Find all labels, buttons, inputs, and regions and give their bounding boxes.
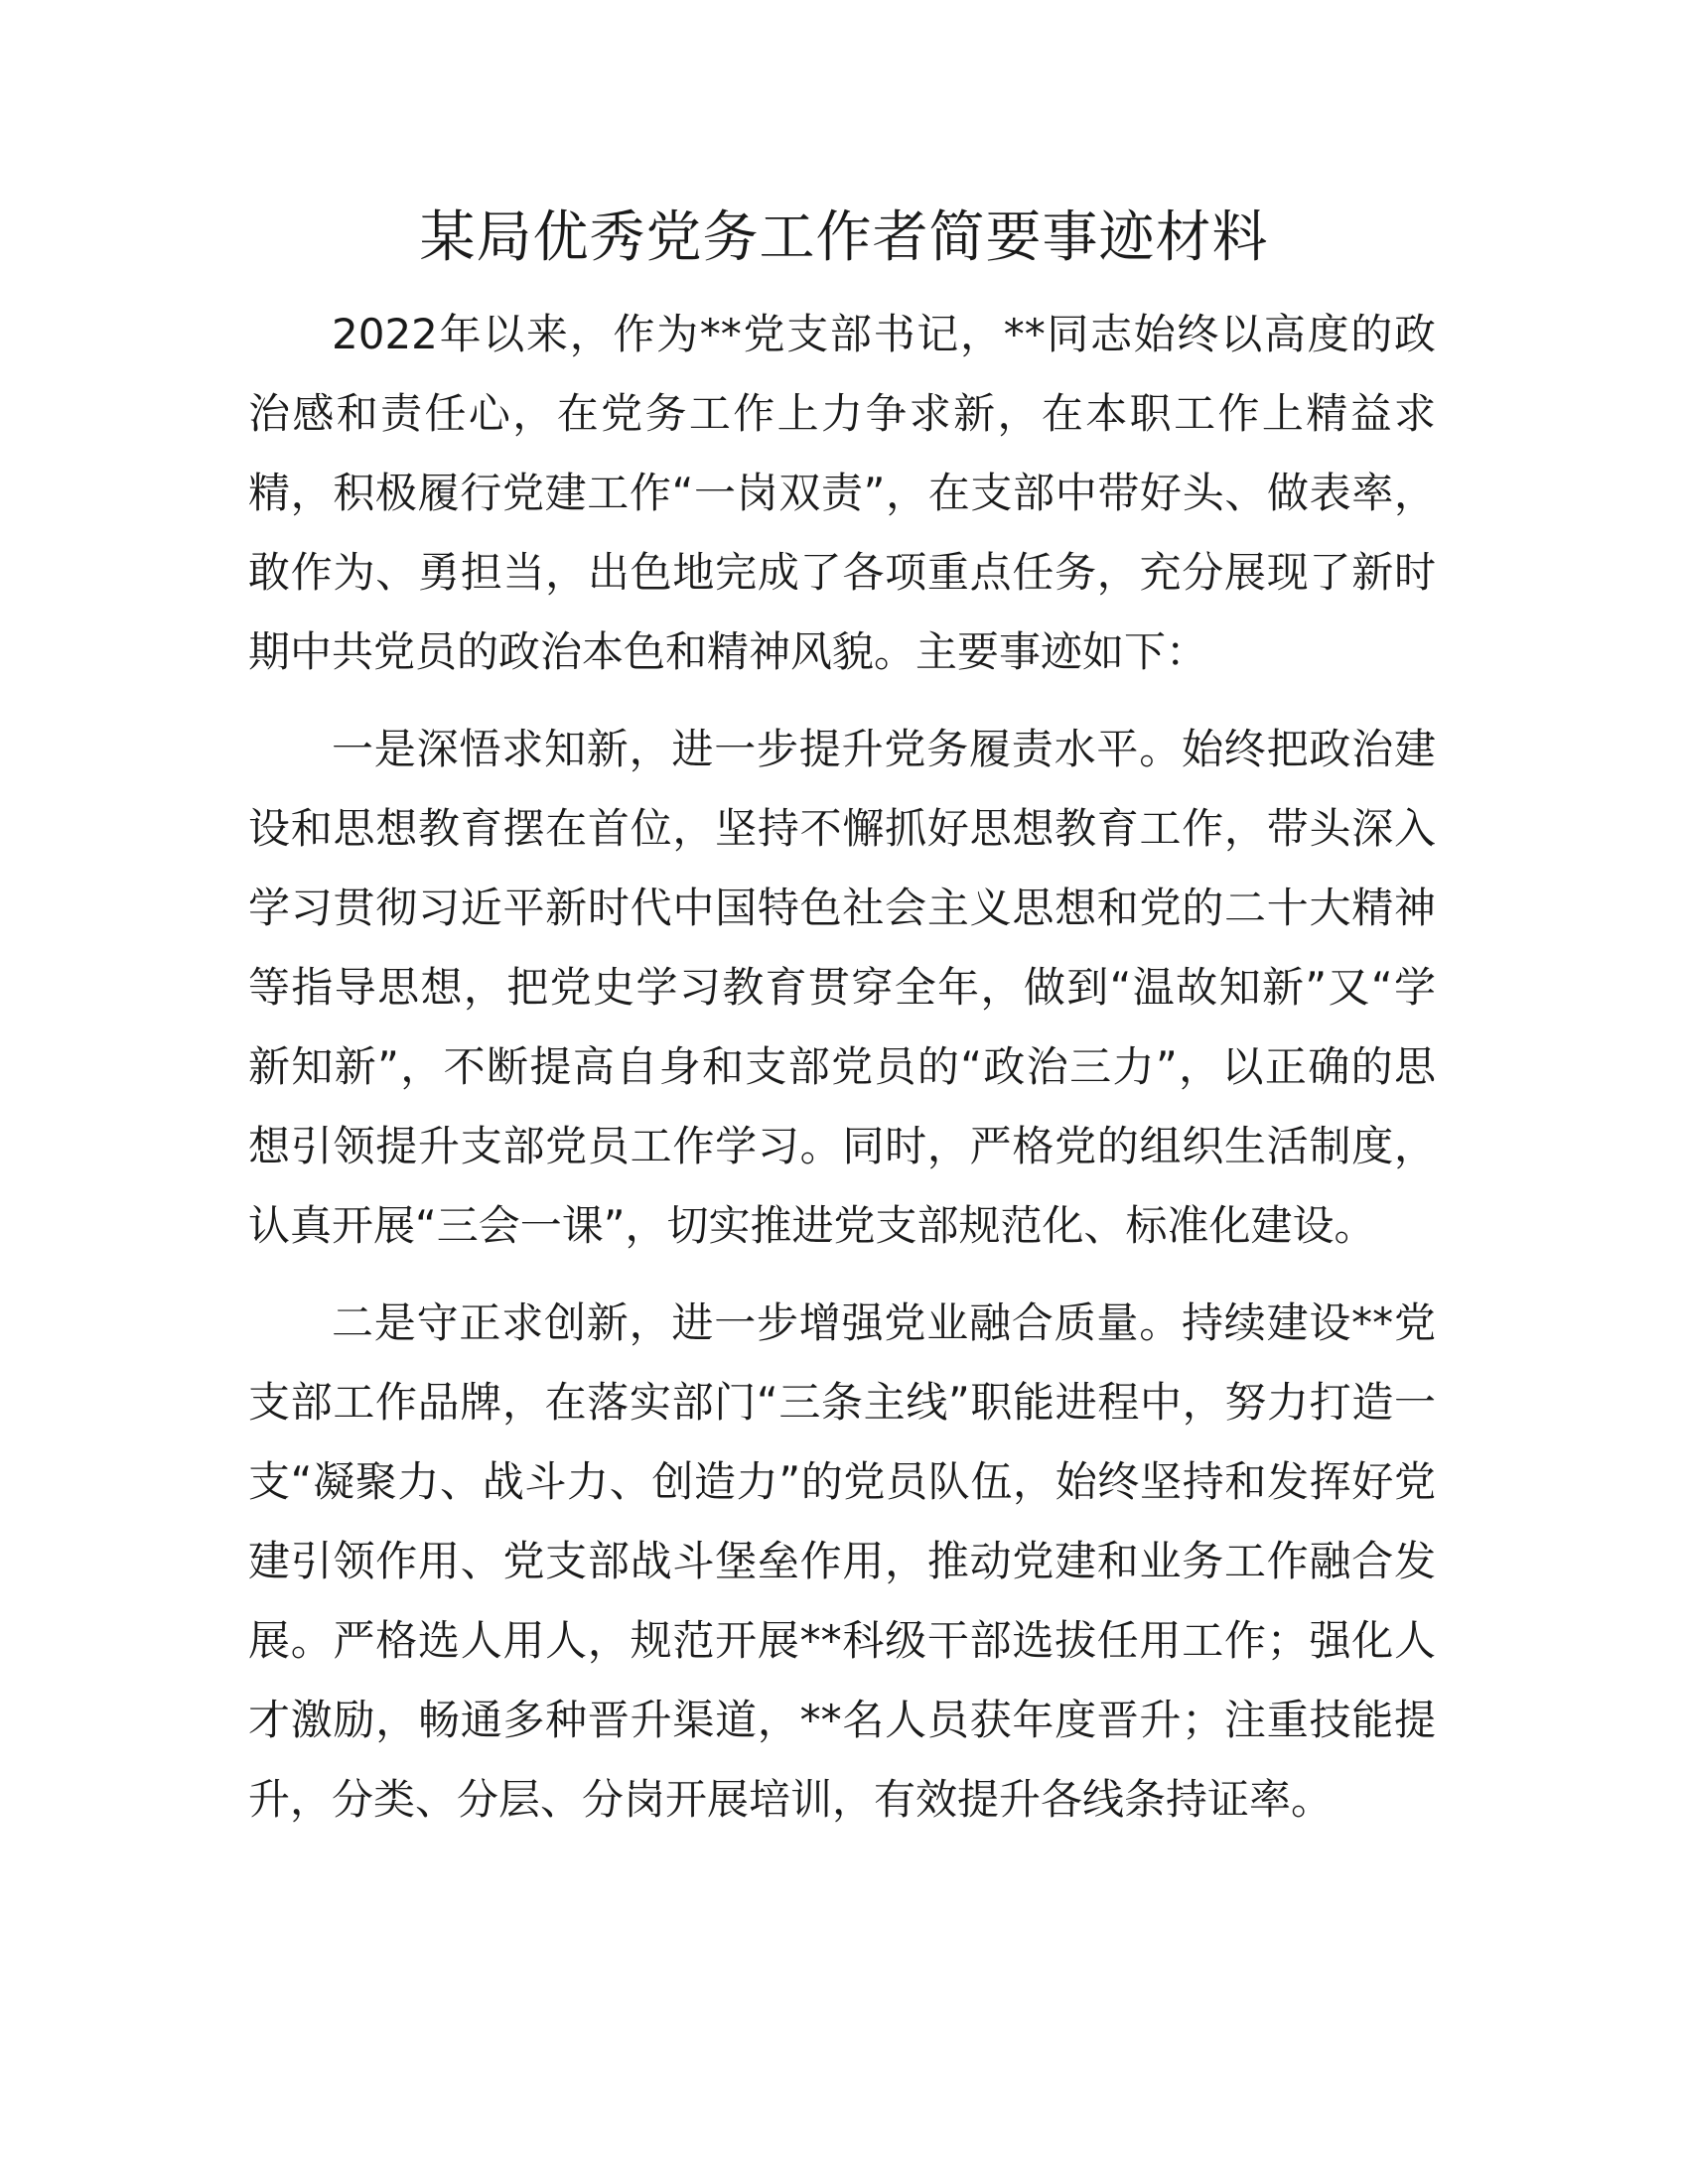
paragraph-point-two: 二是守正求创新，进一步增强党业融合质量。持续建设**党支部工作品牌，在落实部门“三条主线”职能进程中，努力打造一支“凝聚力、战斗力、创造力”的党员队伍，始终坚持和发挥好党建引领作用、党支部战斗堡垒作用，推动党建和业务工作融合发展。严格选人用人，规范开展**科级干部选拔任用工作；强化人才激励，畅通多种晋升渠道，**名人员获年度晋升；注重技能提升，分类、分层、分岗开展培训，有效提升各线条持证率。	[248, 1298, 1436, 1824]
document-title: 某局优秀党务工作者简要事迹材料	[419, 205, 1269, 270]
paragraph-point-one: 一是深悟求知新，进一步提升党务履责水平。始终把政治建设和思想教育摆在首位，坚持不懈抓好思想教育工作，带头深入学习贯彻习近平新时代中国特色社会主义思想和党的二十大精神等指导思想，把党史学习教育贯穿全年，做到“温故知新”又“学新知新”，不断提高自身和支部党员的“政治三力”，以正确的思想引领提升支部党员工作学习。同时，严格党的组织生活制度，认真开展“三会一课”，切实推进党支部规范化、标准化建设。	[248, 725, 1436, 1250]
paragraph-intro: 2022年以来，作为**党支部书记，**同志始终以高度的政治感和责任心，在党务工作上力争求新，在本职工作上精益求精，积极履行党建工作“一岗双责”，在支部中带好头、做表率，敢作为、勇担当，出色地完成了各项重点任务，充分展现了新时期中共党员的政治本色和精神风貌。主要事迹如下：	[248, 310, 1436, 676]
document-body	[248, 295, 1436, 1857]
